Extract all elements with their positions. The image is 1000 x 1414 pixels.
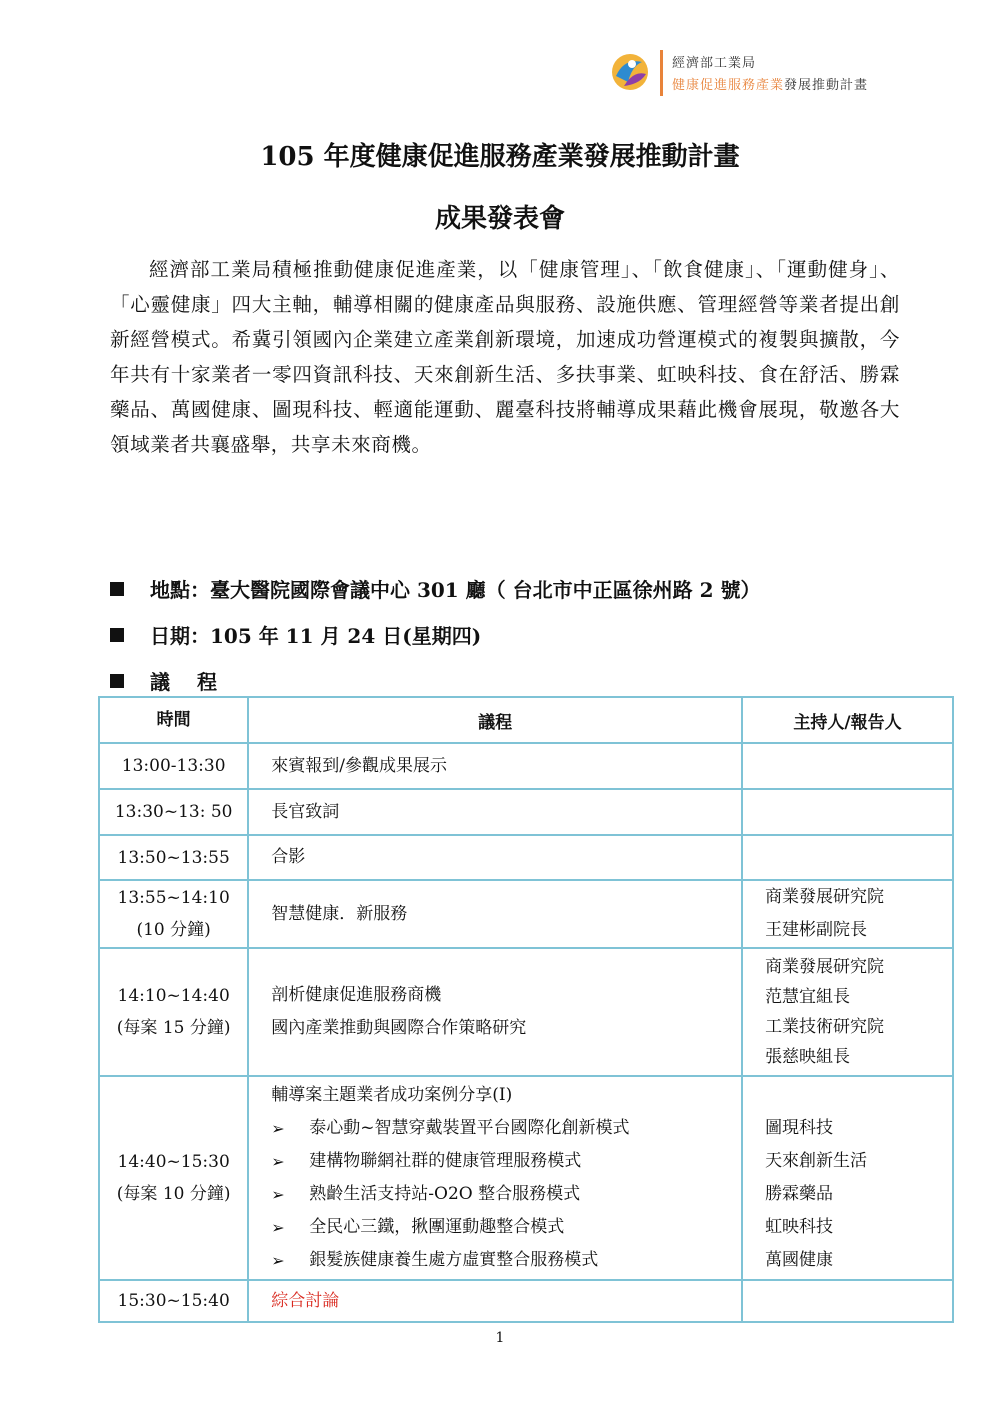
case-item (271, 1211, 741, 1244)
host-cell (742, 835, 953, 880)
time-note: (每案 10 分鐘) (116, 1184, 231, 1204)
time-cell (99, 948, 248, 1076)
host-line: 工業技術研究院 (765, 1017, 885, 1037)
arrow-bullet-icon: ➢ (271, 1218, 285, 1237)
case-item-text: 建構物聯網社群的健康管理服務模式 (309, 1151, 582, 1171)
case-item (271, 1178, 741, 1211)
table-row (99, 880, 953, 948)
location-bullet (110, 574, 760, 603)
host-line: 張慈映組長 (765, 1047, 851, 1067)
agenda-cell: 合影 (248, 835, 742, 880)
case-item-text: 熟齡生活支持站-O2O 整合服務模式 (309, 1184, 581, 1204)
time-cell: 13:00-13:30 (99, 743, 248, 789)
case-item (271, 1244, 741, 1277)
arrow-bullet-icon: ➢ (271, 1251, 285, 1270)
host-line: 商業發展研究院 (765, 957, 885, 977)
arrow-bullet-icon: ➢ (271, 1152, 285, 1171)
time-range: 13:55~14:10 (117, 888, 230, 908)
host-cell (742, 743, 953, 789)
host-line: 萬國健康 (765, 1250, 834, 1270)
intro-paragraph: 經濟部工業局積極推動健康促進產業，以「健康管理」、「飲食健康」、「運動健身」、「心靈健康」四大主軸，輔導相關的健康產品與服務、設施供應、管理經營等業者提出創新經營模式。希冀引領國內企業建立產業創新環境，加速成功營運模式的複製與擴散，今年共有十家業者一零四資訊科技、天來創新生活、多扶事業、虹映科技、食在舒活、勝霖藥品、萬國健康、圖現科技、輕適能運動、麗臺科技將輔導成果藉此機會展現，敬邀各大領域業者共襄盛舉，共享未來商機。 (110, 258, 900, 456)
page-title: 105 年度健康促進服務產業發展推動計畫 (260, 142, 740, 172)
table-row (99, 835, 953, 880)
square-bullet-icon (110, 674, 124, 688)
agenda-bullet (110, 666, 217, 695)
time-cell (99, 880, 248, 948)
agenda-cell: 智慧健康．新服務 (248, 880, 742, 948)
host-line: 虹映科技 (765, 1217, 834, 1237)
arrow-bullet-icon: ➢ (271, 1185, 285, 1204)
time-cell (99, 1076, 248, 1280)
host-cell (742, 789, 953, 835)
table-row (99, 1076, 953, 1280)
host-cell (742, 1076, 953, 1280)
location-text: 地點：臺大醫院國際會議中心 301 廳（ 台北市中正區徐州路 2 號） (150, 578, 761, 602)
date-bullet (110, 620, 481, 649)
table-row (99, 743, 953, 789)
square-bullet-icon (110, 628, 124, 642)
host-line: 勝霖藥品 (765, 1184, 834, 1204)
time-range: 14:10~14:40 (117, 986, 230, 1006)
header-plan-rest: 發展推動計畫 (784, 78, 869, 93)
host-line: 王建彬副院長 (765, 920, 868, 940)
date-text: 日期：105 年 11 月 24 日(星期四) (150, 624, 482, 648)
agenda-cell: 綜合討論 (248, 1280, 742, 1322)
case-item-text: 泰心動~智慧穿戴裝置平台國際化創新模式 (309, 1118, 630, 1138)
agenda-line: 剖析健康促進服務商機 (271, 985, 442, 1005)
host-cell (742, 880, 953, 948)
header-host: 主持人/報告人 (742, 697, 953, 743)
time-range: 14:40~15:30 (117, 1152, 230, 1172)
time-cell: 13:30~13: 50 (99, 789, 248, 835)
case-item (271, 1145, 741, 1178)
case-item-text: 銀髮族健康養生處方虛實整合服務模式 (309, 1250, 599, 1270)
time-cell: 13:50~13:55 (99, 835, 248, 880)
header-time: 時間 (99, 697, 248, 743)
square-bullet-icon (110, 582, 124, 596)
header-divider (660, 50, 663, 96)
arrow-bullet-icon: ➢ (271, 1119, 285, 1138)
agenda-section-title: 輔導案主題業者成功案例分享(I) (271, 1085, 513, 1105)
header-org-name: 經濟部工業局 (672, 56, 757, 71)
agenda-label: 議 程 (150, 670, 217, 694)
agenda-cell (248, 948, 742, 1076)
case-item-text: 全民心三鐵，揪團運動趣整合模式 (309, 1217, 565, 1237)
host-line: 天來創新生活 (765, 1151, 868, 1171)
table-row (99, 948, 953, 1076)
agenda-cell: 來賓報到/參觀成果展示 (248, 743, 742, 789)
case-item (271, 1112, 741, 1145)
table-row (99, 789, 953, 835)
host-cell (742, 1280, 953, 1322)
host-line: 圖現科技 (765, 1118, 834, 1138)
agenda-line: 國內產業推動與國際合作策略研究 (271, 1018, 527, 1038)
time-note: (10 分鐘) (136, 920, 211, 940)
agenda-table (98, 696, 954, 1323)
table-header-row (99, 697, 953, 743)
program-logo-icon (610, 52, 650, 92)
page-number: 1 (495, 1330, 505, 1346)
agenda-cell: 長官致詞 (248, 789, 742, 835)
host-line: 范慧宜組長 (765, 987, 851, 1007)
header-plan-name (672, 74, 868, 93)
table-row (99, 1280, 953, 1322)
time-note: (每案 15 分鐘) (116, 1018, 231, 1038)
header-plan-highlight: 健康促進服務產業 (672, 78, 785, 93)
time-cell: 15:30~15:40 (99, 1280, 248, 1322)
page-subtitle: 成果發表會 (434, 204, 565, 234)
host-line: 商業發展研究院 (765, 887, 885, 907)
header-agenda: 議程 (248, 697, 742, 743)
agenda-cell (248, 1076, 742, 1280)
host-cell (742, 948, 953, 1076)
